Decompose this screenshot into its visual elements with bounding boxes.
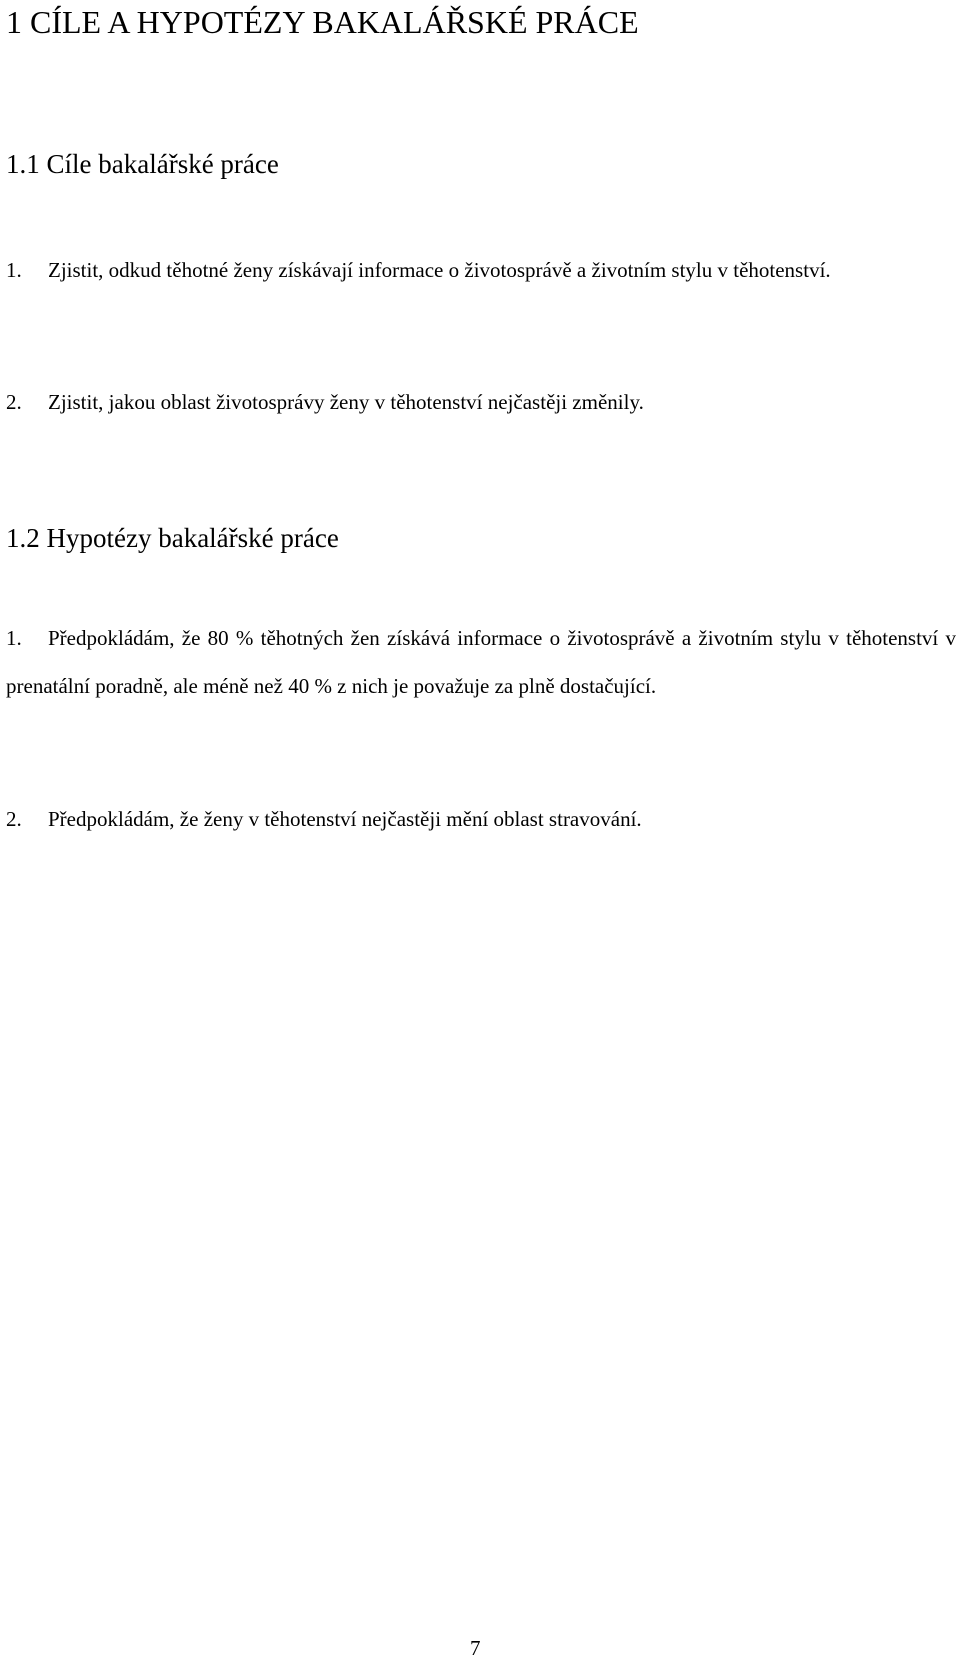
- goal-item-1-text: Zjistit, odkud těhotné ženy získávají informace o životosprávě a životním stylu v těhotenství.: [48, 258, 831, 282]
- chapter-title: 1 CÍLE A HYPOTÉZY BAKALÁŘSKÉ PRÁCE: [6, 4, 639, 40]
- goal-item-2: [6, 378, 956, 426]
- goal-item-2-text: Zjistit, jakou oblast životosprávy ženy v těhotenství nejčastěji změnily.: [48, 390, 644, 414]
- hypothesis-item-1-number: 1.: [6, 626, 22, 650]
- hypothesis-item-2: [6, 795, 956, 843]
- hypothesis-item-2-number: 2.: [6, 807, 22, 831]
- hypotheses-heading: 1.2 Hypotézy bakalářské práce: [6, 523, 339, 553]
- hypothesis-item-1-text: Předpokládám, že 80 % těhotných žen získává informace o životosprávě a životním stylu v těhotenství v prenatální poradně, ale méně než 40 % z nich je považuje za plně dostačující.: [6, 626, 956, 698]
- goal-item-1-number: 1.: [6, 258, 22, 282]
- goal-item-2-number: 2.: [6, 390, 22, 414]
- hypothesis-item-1: [6, 614, 956, 710]
- goal-item-1: [6, 246, 956, 294]
- goals-heading: 1.1 Cíle bakalářské práce: [6, 149, 279, 179]
- hypothesis-item-2-text: Předpokládám, že ženy v těhotenství nejčastěji mění oblast stravování.: [48, 807, 642, 831]
- page-number: 7: [470, 1636, 481, 1660]
